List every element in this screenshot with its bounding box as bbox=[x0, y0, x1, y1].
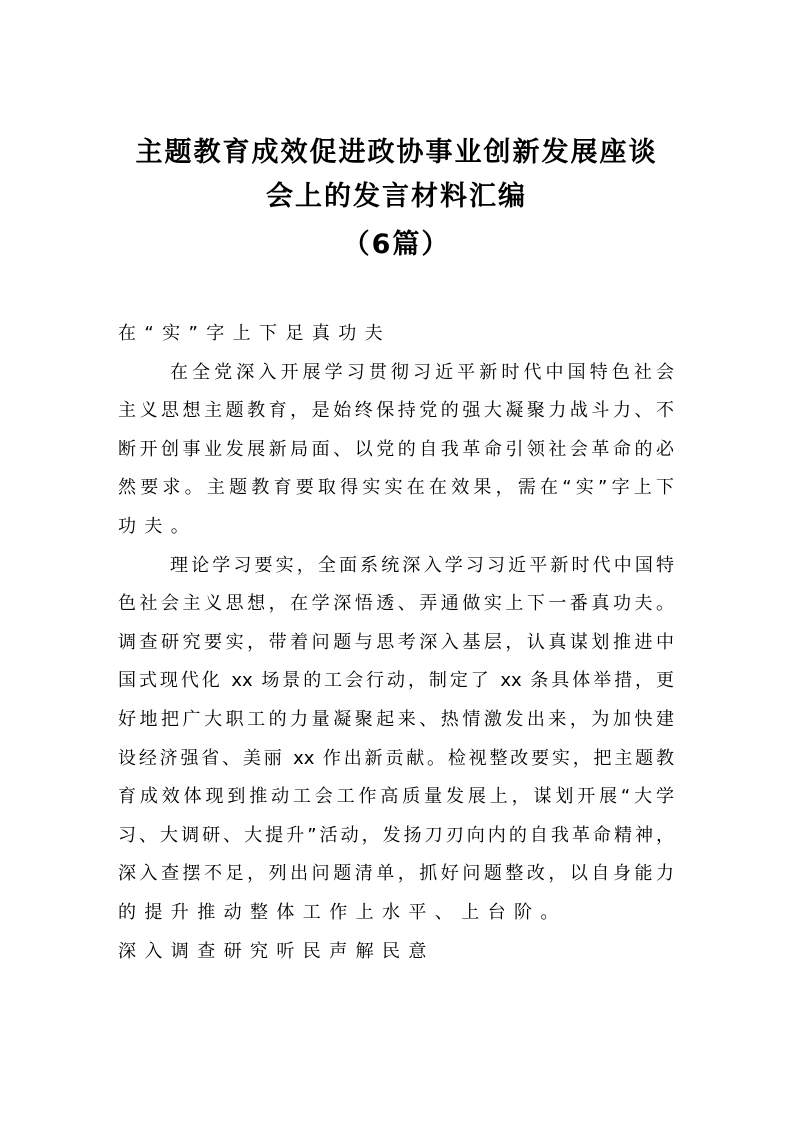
paragraph-line: 好地把广大职工的力量凝聚起来、热情激发出来，为加快建 bbox=[118, 708, 674, 730]
paragraph-line: 功夫。 bbox=[118, 515, 198, 537]
paragraph-line: 色社会主义思想，在学深悟透、弄通做实上下一番真功夫。 bbox=[118, 593, 674, 615]
document-title-line-1: 主题教育成效促进政协事业创新发展座谈 bbox=[135, 137, 658, 168]
paragraph-line: 深入查摆不足，列出问题清单，抓好问题整改，以自身能力 bbox=[118, 863, 674, 885]
paragraph-line: 断开创事业发展新局面、以党的自我革命引领社会革命的必 bbox=[118, 438, 674, 460]
paragraph-line: 调查研究要实，带着问题与思考深入基层，认真谋划推进中 bbox=[118, 631, 674, 653]
paragraph-line: 国式现代化 xx 场景的工会行动，制定了 xx 条具体举措，更 bbox=[118, 670, 674, 692]
section-heading: 深入调查研究听民声解民意 bbox=[118, 940, 435, 962]
document-count: （6篇） bbox=[342, 229, 451, 260]
document-title-line-2: 会上的发言材料汇编 bbox=[266, 181, 527, 212]
paragraph-line: 然要求。主题教育要取得实实在在效果，需在“实”字上下 bbox=[118, 477, 674, 499]
paragraph-line: 习、大调研、大提升”活动，发扬刀刃向内的自我革命精神， bbox=[118, 824, 674, 846]
paragraph-line: 的提升推动整体工作上水平、上台阶。 bbox=[118, 901, 567, 923]
paragraph-line: 主义思想主题教育，是始终保持党的强大凝聚力战斗力、不 bbox=[118, 400, 674, 422]
paragraph-line: 设经济强省、美丽 xx 作出新贡献。检视整改要实，把主题教 bbox=[118, 747, 674, 769]
paragraph-line: 在全党深入开展学习贯彻习近平新时代中国特色社会 bbox=[170, 361, 674, 383]
paragraph-line: 理论学习要实，全面系统深入学习习近平新时代中国特 bbox=[170, 554, 674, 576]
paragraph-line: 育成效体现到推动工会工作高质量发展上，谋划开展“大学 bbox=[118, 786, 674, 808]
document-body bbox=[118, 322, 674, 978]
section-heading: 在“实”字上下足真功夫 bbox=[118, 323, 392, 344]
